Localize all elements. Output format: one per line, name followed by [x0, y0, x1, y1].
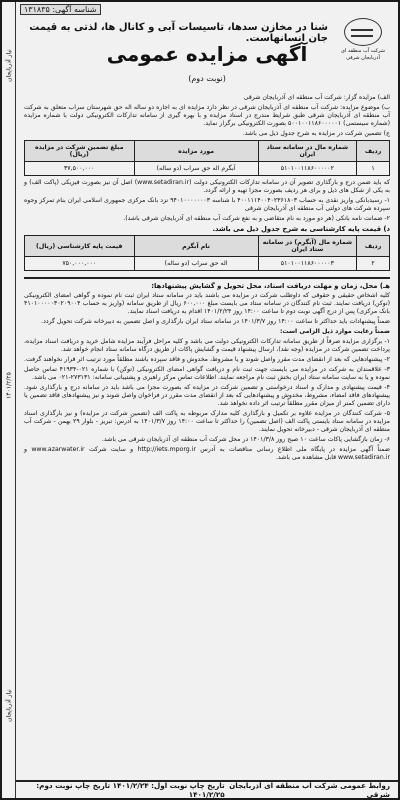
- org-name: شرکت آب منطقه ای آذربایجان شرقی: [341, 48, 385, 61]
- ad-header: [16, 16, 398, 94]
- table-cell: ۳۷,۵۰۰,۰۰۰: [25, 162, 135, 176]
- table-cell: ۲: [357, 257, 390, 271]
- conditions-section: [16, 292, 398, 462]
- safety-slogan: شنا در مخازن سدها، تاسیسات آبی و کانال ها، لذتی به قیمت جان انسانهاست.: [29, 22, 328, 44]
- round-label: (نوبت دوم): [188, 74, 226, 83]
- body-paragraph: ۶- زمان بازگشایی پاکات ساعت ۱۰ صبح روز ۱۴۰۱/۳/۸ در محل شرکت آب منطقه ای آذربایجان شرقی می باشد.: [101, 436, 390, 443]
- body-paragraph: ۲- پیشنهادهایی که بعد از انقضای مدت مقرر واصل شوند و یا مشروط، مخدوش و فاقد سپرده باشند مطلقاً مورد ترتیب اثر قرار نخواهند گرفت.: [24, 356, 390, 363]
- guarantee-table: [24, 140, 390, 176]
- side-strip-text: نیاز آذربایجان: [5, 689, 13, 722]
- side-strip-date: ۱۴۰۱/۲/۲۵: [5, 372, 13, 399]
- print-dates: تاریخ چاپ نوبت اول: ۱۴۰۱/۲/۲۴ تاریخ چاپ نوبت دوم: ۱۴۰۱/۲/۲۵: [36, 781, 225, 799]
- side-strip-text: نیاز آذربایجان: [5, 49, 13, 82]
- intro-section: [16, 94, 398, 138]
- table-header-cell: ردیف: [357, 141, 390, 162]
- table-cell: ۵۱۰۱۰۰۱۱۸۶۰۰۰۰۰۳: [258, 257, 357, 271]
- table-cell: ۱: [357, 162, 390, 176]
- note-paragraph: ۱- رسیدبانکی واریز نقدی به حساب ۴۰۰۱۱۱۴۰۰۴۰۲۳۶۱۸۰۳ با شناسه ۹۴۰۱۰۰۰۰۰۰۰۳ نزد بانک مرکزی جمهوری اسلامی ایران بنام تمرکز وجوه سپرده شرکت های دولتی آب منطقه ای آذربایجان شرقی: [24, 197, 390, 212]
- side-strip: [4, 2, 16, 798]
- table-row: [25, 257, 390, 271]
- ad-title: آگهی مزایده عمومی: [106, 42, 308, 66]
- table-cell: ۵۱۰۱۰۰۱۱۸۶۰۰۰۰۰۲: [258, 162, 357, 176]
- divider: [24, 277, 390, 279]
- table-header-cell: شماره مال در سامانه ستاد ایران: [258, 141, 357, 162]
- table-header-row: [25, 236, 390, 257]
- table-header-cell: قیمت پایه کارشناسی (ریال): [25, 236, 135, 257]
- body-paragraph: ۳- علاقمندان به شرکت در مزایده می بایست جهت ثبت نام و دریافت گواهی امضای الکترونیکی (توکن) با شماره ۰۲۱-۴۱۹۳۴ تماس حاصل نموده و یا به سایت سامانه ستاد ایران بخش ثبت نام مراجعه نمایند. اطلاعات تماس مرکز راهبری و پشتیبانی سامانه: ۲۷۳۱۳۱-۰۲۱ می باشد.: [24, 366, 390, 381]
- table-cell: آبگرم اله حق سراب (دو ساله): [134, 162, 258, 176]
- table-header-cell: شماره مال (آبگرم) در سامانه ستاد ایران: [258, 236, 357, 257]
- intro-paragraph: ج) تضمین شرکت در مزایده به شرح جدول ذیل می باشد.: [242, 130, 390, 137]
- section-heading: د) قیمت پایه کارشناسی به شرح جدول ذیل می باشد.: [212, 225, 390, 233]
- table-header-cell: مبلغ تضمین شرکت در مزایده (ریال): [25, 141, 135, 162]
- body-paragraph: ۵- شرکت کنندگان در مزایده علاوه بر تکمیل و بارگذاری کلیه مدارک مربوطه به پاکت الف (تضمین شرکت در مزایده) و نیز بارگذاری اسناد مزایده در سامانه ستاد بایستی پاکت الف (اصل تضمین) را حداکثر تا ساعت ۱۴:۰۰ روز ۱۴۰۱/۳/۷ به آدرس: تبریز - بلوار ۲۹ بهمن - شرکت آب منطقه ای آذربایجان شرقی - دبیرخانه تحویل نمایند.: [24, 410, 390, 433]
- table-header-cell: ردیف: [357, 236, 390, 257]
- ad-footer: [16, 780, 398, 798]
- ad-number: شناسه آگهی: ۱۳۱۸۳۵: [20, 4, 101, 15]
- table-header-row: [25, 141, 390, 162]
- body-paragraph: ضمناً آگهی مزایده در پایگاه ملی اطلاع رسانی مناقصات به آدرس http://iets.mporg.ir و سایت شرکت www.azarwater.ir و www.setadiran.ir قابل مشاهده می باشد.: [24, 446, 390, 461]
- base-price-table: [24, 235, 390, 271]
- section-heading: هـ) محل، زمان و مهلت دریافت اسناد، محل تحویل و گشایش پیشنهادها:: [151, 282, 390, 290]
- body-paragraph: ۱- برگزاری مزایده صرفاً از طریق سامانه تدارکات الکترونیکی دولت می باشد و کلیه مراحل فرآیند مزایده شامل خرید و دریافت اسناد مزایده، پرداخت تضمین شرکت در مزایده (وجه نقد)، ارسال پیشنهاد قیمت و گشایش پاکات از طریق درگاه سامانه ستاد انجام خواهد شد.: [24, 338, 390, 353]
- body-paragraph: کلیه اشخاص حقیقی و حقوقی که داوطلب شرکت در مزایده می باشند باید در سامانه ستاد ایران ثبت نام نموده و گواهی امضای الکترونیکی (توکن) دریافت نمایند. ثبت نام کنندگان در سامانه ستاد می بایست مبلغ ۶۰۰,۰۰۰ ریال از طریق سامانه (واریز به حساب ۴۱۰۱۰۰۰۰۰۳۰۲۰۹۰۰۴ بانک مرکزی) پس از درج آگهی نوبت دوم تا ساعت ۱۴:۰۰ روز ۱۴۰۱/۲/۲۴ اقدام به دریافت اسناد نمایند.: [24, 292, 390, 315]
- body-subheading: ضمناً رعایت موارد ذیل الزامی است:: [279, 328, 390, 335]
- table-row: [25, 162, 390, 176]
- public-relations-label: روابط عمومی شرکت آب منطقه ای آذربایجان شرقی: [229, 781, 390, 799]
- note-paragraph: ۲- ضمانت نامه بانکی (هر دو مورد به نام متقاضی و به نفع شرکت آب منطقه ای آذربایجان شرقی باشد).: [123, 215, 390, 222]
- body-paragraph: ضمناً پیشنهادات باید حداکثر تا ساعت ۱۴:۰۰ روز ۱۴۰۱/۳/۷ در سامانه ستاد ایران بارگذاری و اصل تضمین به دبیرخانه شرکت تحویل گردد.: [41, 318, 390, 325]
- body-paragraph: ۴- قیمت پیشنهادی و مدارک و اسناد درخواستی و تضمین شرکت در مزایده که بصورت مجزا می باشد باید در سامانه درج و بارگذاری شود. پیشنهادهای فاقد امضاء، مشروط، مخدوش و پیشنهادهایی که بعد از انقضای مدت مقرر در فراخوان واصل شوند و نیز پیشنهادهای فاقد تضمین یا دارای تضمین کمتر از میزان مقرر مطلقاً ترتیب اثر داده نخواهد شد.: [24, 384, 390, 407]
- table-cell: اله حق سراب (دو ساله): [134, 257, 258, 271]
- intro-paragraph: الف) مزایده گزار: شرکت آب منطقه ای آذربایجان شرقی: [243, 94, 390, 101]
- note-paragraph: که باید ضمن درج و بارگذاری تصویر آن در سامانه تدارکات الکترونیکی دولت (www.setadiran.ir) اصل آن نیز بصورت فیزیکی (پاکت الف) و به یکی از شکل های ذیل و برای هر ردیف بصورت مجزا تهیه و ارائه گردد.: [24, 179, 391, 194]
- table-header-cell: نام آبگرم: [134, 236, 258, 257]
- table-cell: ۷۵۰,۰۰۰,۰۰۰: [25, 257, 135, 271]
- table-header-cell: مورد مزایده: [134, 141, 258, 162]
- guarantee-notes: [16, 179, 398, 223]
- intro-paragraph: ب) موضوع مزایده: شرکت آب منطقه ای آذربایجان شرقی در نظر دارد مزایده ای به اجاره دو ساله اله حق شهرستان سراب متعلق به شرکت آب منطقه ای آذربایجان شرقی طبق شرایط مندرج در اسناد مزایده و با بهره گیری از سامانه تدارکات الکترونیکی دولت با شماره مزایده (شماره سیستمی) ۵۰۰۱۰۰۱۱۸۶۰۰۰۰۰۱ بصورت الکترونیکی برگزار نماید.: [24, 104, 390, 127]
